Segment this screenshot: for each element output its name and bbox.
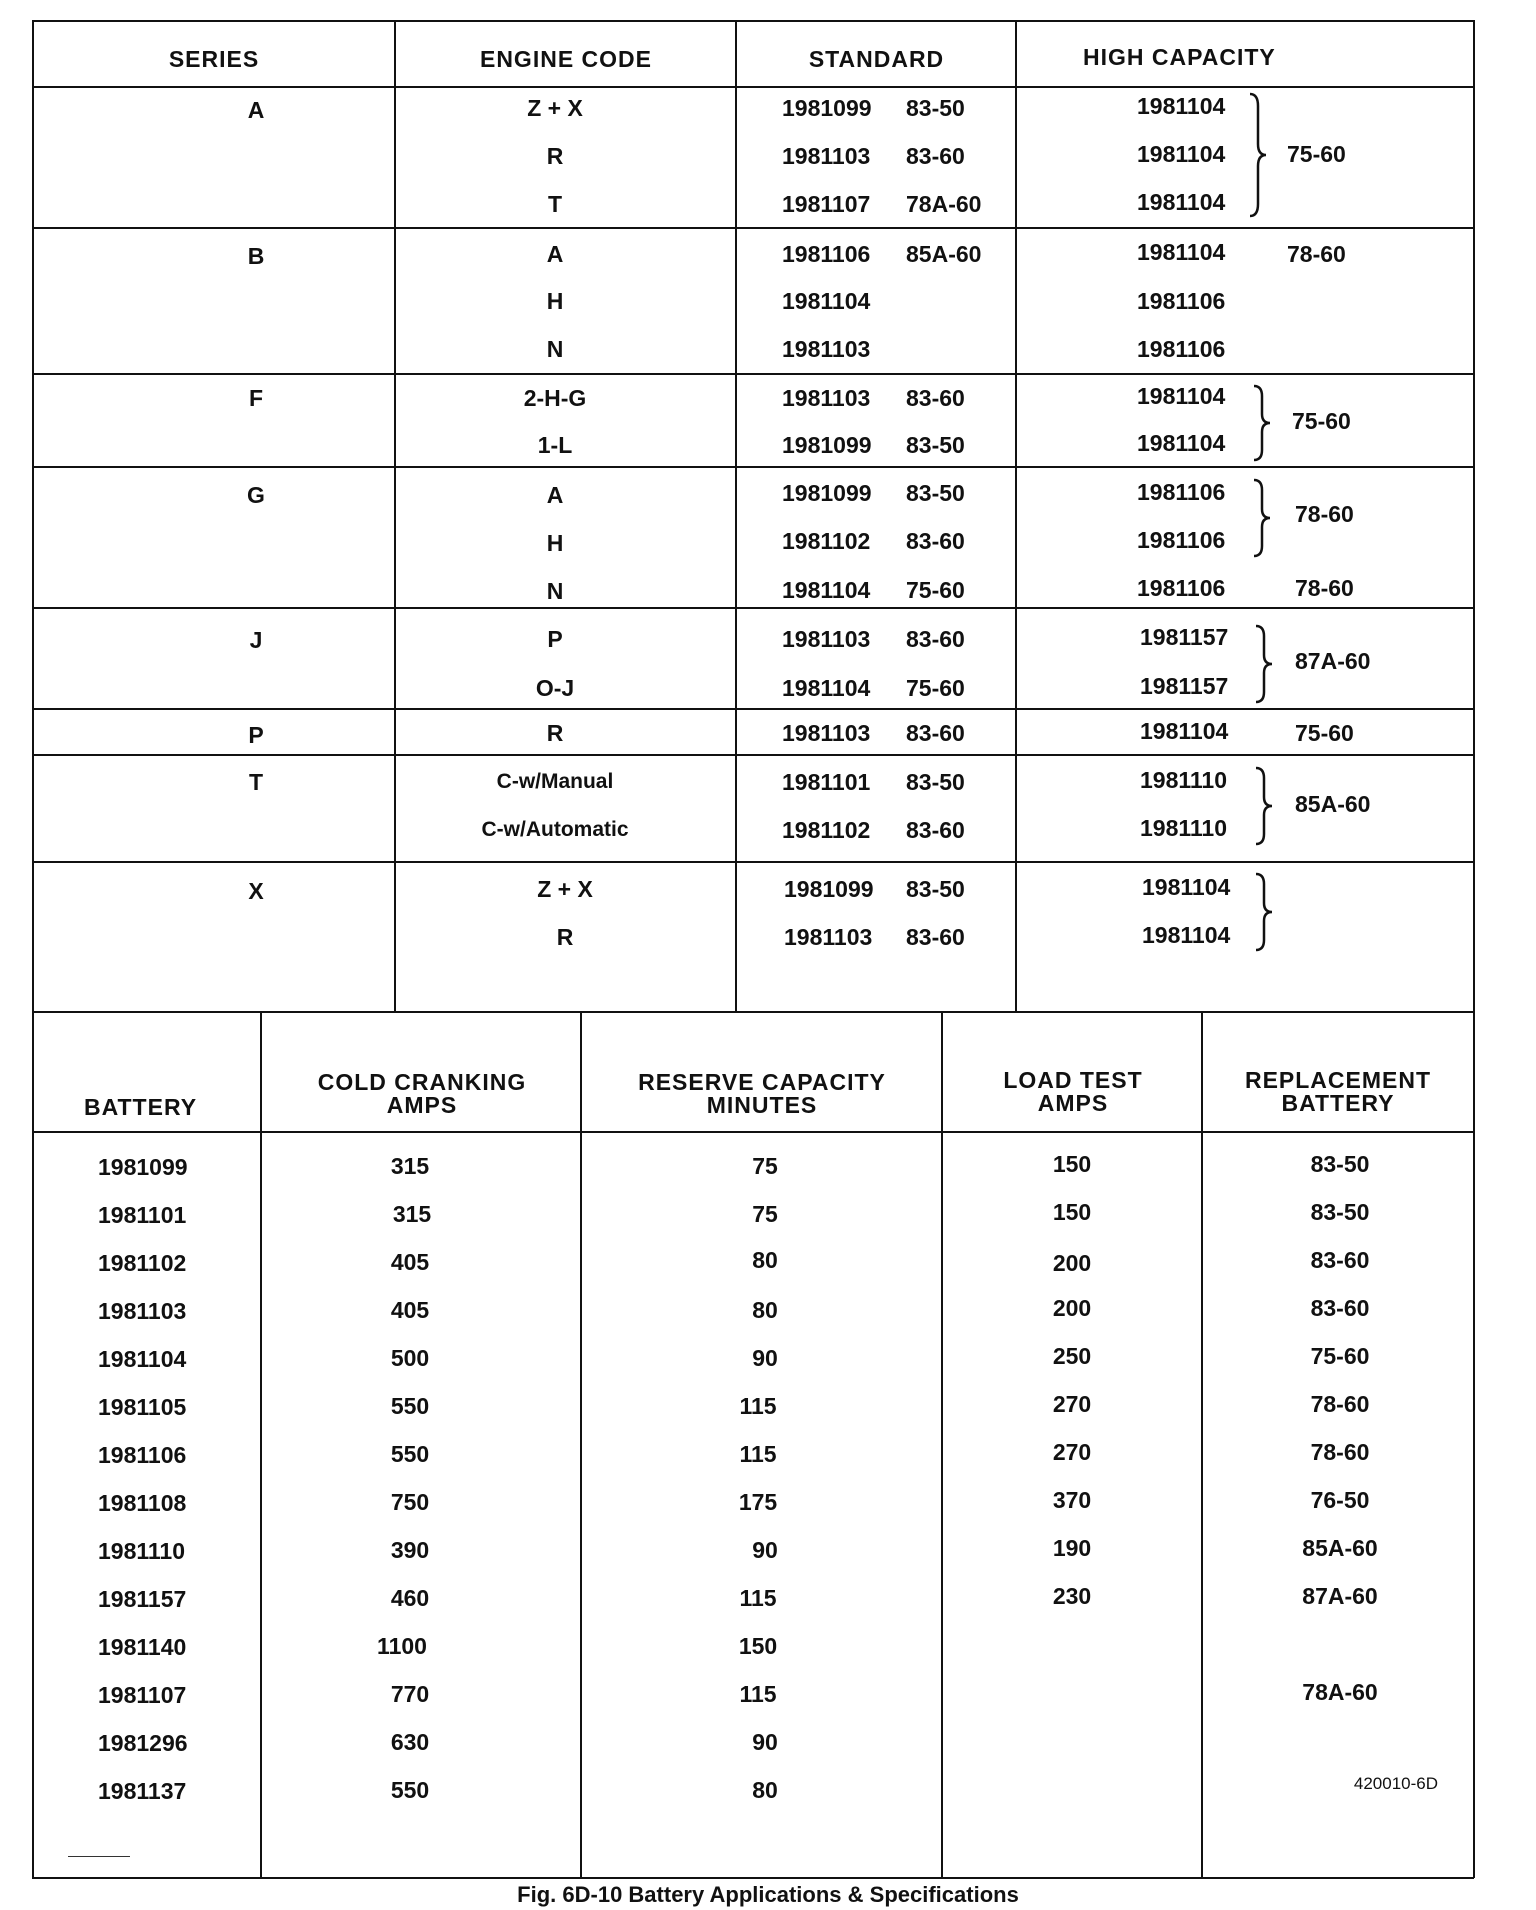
figure-caption: Fig. 6D-10 Battery Applications & Specifications — [517, 1882, 1019, 1907]
cca-value: 405 — [390, 1249, 430, 1275]
load-test-value: 150 — [1052, 1199, 1092, 1225]
engine-code: H — [546, 288, 564, 314]
standard-part-number: 1981103 — [782, 143, 871, 169]
scan-mark — [68, 1856, 130, 1857]
spec-col-divider-4 — [1201, 1012, 1203, 1878]
header-series: SERIES — [168, 46, 260, 72]
high-capacity-part-number: 1981106 — [1137, 288, 1226, 314]
standard-part-number: 1981101 — [782, 769, 871, 795]
engine-code: C-w/Manual — [496, 770, 614, 793]
load-test-value: 200 — [1052, 1250, 1092, 1276]
load-test-value: 250 — [1052, 1343, 1092, 1369]
bracket-brace — [1254, 872, 1280, 952]
high-capacity-replacement: 78-60 — [1295, 575, 1354, 601]
high-capacity-replacement: 78-60 — [1287, 241, 1346, 267]
standard-replacement: 83-50 — [906, 95, 965, 121]
group-divider — [32, 373, 1474, 375]
reserve-value: 80 — [752, 1777, 778, 1803]
standard-replacement: 75-60 — [906, 577, 965, 603]
app-col-divider-2 — [735, 20, 737, 1013]
reserve-value: 75 — [752, 1201, 778, 1227]
standard-part-number: 1981103 — [782, 385, 871, 411]
standard-part-number: 1981103 — [782, 336, 871, 362]
standard-replacement: 75-60 — [906, 675, 965, 701]
header-line: REPLACEMENT — [1244, 1067, 1432, 1093]
spec-header-divider — [32, 1131, 1474, 1133]
bracket-brace — [1254, 624, 1280, 704]
group-divider — [32, 466, 1474, 468]
reserve-value: 175 — [738, 1489, 778, 1515]
table-bottom-border — [32, 1877, 1474, 1879]
series-label: B — [247, 243, 265, 269]
high-capacity-part-number: 1981104 — [1137, 93, 1226, 119]
cca-value: 460 — [390, 1585, 430, 1611]
standard-part-number: 1981104 — [782, 675, 871, 701]
load-test-value: 150 — [1052, 1151, 1092, 1177]
reserve-value: 90 — [752, 1345, 778, 1371]
replacement-value: 76-50 — [1310, 1487, 1370, 1513]
replacement-value: 75-60 — [1310, 1343, 1370, 1369]
cca-value: 550 — [390, 1441, 430, 1467]
series-label: G — [247, 482, 265, 508]
app-header-divider — [32, 86, 1474, 88]
high-capacity-part-number: 1981104 — [1142, 922, 1231, 948]
battery-number: 1981103 — [98, 1298, 187, 1324]
figure-code: 420010-6D — [1353, 1774, 1438, 1793]
battery-number: 1981157 — [98, 1586, 187, 1612]
high-capacity-part-number: 1981110 — [1140, 815, 1228, 841]
series-label: J — [249, 627, 263, 653]
standard-replacement: 83-60 — [906, 817, 965, 843]
app-col-divider-3 — [1015, 20, 1017, 1013]
standard-part-number: 1981104 — [782, 577, 871, 603]
standard-replacement: 83-60 — [906, 385, 965, 411]
high-capacity-part-number: 1981157 — [1140, 624, 1229, 650]
reserve-value: 115 — [739, 1441, 777, 1467]
standard-part-number: 1981102 — [782, 817, 871, 843]
high-capacity-part-number: 1981106 — [1137, 575, 1226, 601]
replacement-value: 83-50 — [1310, 1199, 1370, 1225]
header-line: AMPS — [386, 1092, 458, 1118]
engine-code: T — [547, 191, 563, 217]
battery-number: 1981140 — [98, 1634, 187, 1660]
standard-replacement: 83-60 — [906, 143, 965, 169]
high-capacity-replacement: 75-60 — [1292, 408, 1351, 434]
cca-value: 770 — [390, 1681, 430, 1707]
standard-replacement: 83-50 — [906, 480, 965, 506]
cca-value: 630 — [390, 1729, 430, 1755]
load-test-value: 190 — [1052, 1535, 1092, 1561]
load-test-value: 370 — [1052, 1487, 1092, 1513]
engine-code: A — [546, 241, 564, 267]
load-test-value: 270 — [1052, 1391, 1092, 1417]
engine-code: O-J — [535, 675, 575, 701]
cca-value: 500 — [390, 1345, 430, 1371]
replacement-value: 83-60 — [1310, 1295, 1370, 1321]
reserve-value: 80 — [752, 1247, 778, 1273]
standard-replacement: 83-50 — [906, 769, 965, 795]
header-line: BATTERY — [1281, 1090, 1395, 1116]
series-label: P — [248, 722, 264, 748]
spec-col-divider-1 — [260, 1012, 262, 1878]
engine-code: N — [546, 336, 564, 362]
reserve-value: 115 — [739, 1585, 777, 1611]
cca-value: 315 — [390, 1153, 430, 1179]
battery-number: 1981108 — [98, 1490, 187, 1516]
standard-replacement: 83-60 — [906, 626, 965, 652]
standard-replacement: 83-60 — [906, 528, 965, 554]
high-capacity-replacement: 75-60 — [1287, 141, 1346, 167]
high-capacity-part-number: 1981104 — [1140, 718, 1229, 744]
battery-number: 1981110 — [98, 1538, 186, 1564]
cca-value: 315 — [392, 1201, 432, 1227]
engine-code: Z + X — [537, 876, 593, 902]
bracket-brace — [1248, 92, 1274, 218]
header-line: MINUTES — [706, 1092, 818, 1118]
bracket-brace — [1252, 478, 1278, 558]
header-line: LOAD TEST — [1003, 1067, 1143, 1093]
standard-part-number: 1981102 — [782, 528, 871, 554]
high-capacity-part-number: 1981104 — [1137, 189, 1226, 215]
high-capacity-part-number: 1981157 — [1140, 673, 1229, 699]
replacement-value: 85A-60 — [1302, 1535, 1378, 1561]
reserve-value: 90 — [752, 1537, 778, 1563]
cca-value: 550 — [390, 1393, 430, 1419]
high-capacity-part-number: 1981104 — [1137, 430, 1226, 456]
high-capacity-part-number: 1981110 — [1140, 767, 1228, 793]
standard-part-number: 1981106 — [782, 241, 871, 267]
high-capacity-part-number: 1981106 — [1137, 479, 1226, 505]
standard-part-number: 1981104 — [782, 288, 871, 314]
header-line: COLD CRANKING — [317, 1069, 527, 1095]
header-line: RESERVE CAPACITY — [638, 1069, 886, 1095]
series-label: X — [248, 878, 264, 904]
replacement-value: 83-50 — [1310, 1151, 1370, 1177]
standard-replacement: 83-60 — [906, 720, 965, 746]
engine-code: C-w/Automatic — [481, 818, 629, 841]
header-standard: STANDARD — [808, 46, 945, 72]
standard-replacement: 83-50 — [906, 432, 965, 458]
standard-part-number: 1981099 — [782, 432, 872, 458]
load-test-value: 200 — [1052, 1295, 1092, 1321]
cca-value: 750 — [390, 1489, 430, 1515]
replacement-value: 78-60 — [1310, 1391, 1370, 1417]
high-capacity-part-number: 1981104 — [1137, 383, 1226, 409]
engine-code: R — [546, 720, 564, 746]
battery-number: 1981102 — [98, 1250, 187, 1276]
replacement-value: 87A-60 — [1302, 1583, 1378, 1609]
replacement-value: 78-60 — [1310, 1439, 1370, 1465]
table-left-border — [32, 20, 34, 1878]
standard-part-number: 1981107 — [782, 191, 871, 217]
standard-part-number: 1981103 — [784, 924, 873, 950]
header-line: AMPS — [1037, 1090, 1109, 1116]
bracket-brace — [1254, 766, 1280, 846]
series-label: A — [247, 97, 265, 123]
load-test-value: 270 — [1052, 1439, 1092, 1465]
reserve-value: 115 — [739, 1393, 777, 1419]
reserve-value: 150 — [738, 1633, 778, 1659]
cca-value: 390 — [390, 1537, 430, 1563]
series-label: T — [248, 769, 264, 795]
battery-number: 1981101 — [98, 1202, 187, 1228]
engine-code: A — [546, 482, 564, 508]
battery-number: 1981137 — [98, 1778, 187, 1804]
replacement-value: 78A-60 — [1302, 1679, 1378, 1705]
engine-code: 2-H-G — [523, 385, 587, 411]
battery-number: 1981106 — [98, 1442, 187, 1468]
high-capacity-part-number: 1981106 — [1137, 527, 1226, 553]
header-battery: BATTERY — [84, 1094, 198, 1120]
app-top-border — [32, 20, 1474, 22]
battery-number: 1981296 — [98, 1730, 188, 1756]
spec-col-divider-2 — [580, 1012, 582, 1878]
high-capacity-part-number: 1981104 — [1137, 141, 1226, 167]
bracket-brace — [1252, 384, 1278, 462]
cca-value: 550 — [390, 1777, 430, 1803]
battery-number: 1981104 — [98, 1346, 187, 1372]
header-engine-code: ENGINE CODE — [479, 46, 653, 72]
series-label: F — [248, 385, 264, 411]
engine-code: R — [556, 924, 574, 950]
app-col-divider-1 — [394, 20, 396, 1013]
engine-code: P — [547, 626, 563, 652]
reserve-value: 115 — [739, 1681, 777, 1707]
cca-value: 405 — [390, 1297, 430, 1323]
standard-part-number: 1981099 — [782, 95, 872, 121]
group-divider — [32, 861, 1474, 863]
high-capacity-part-number: 1981104 — [1142, 874, 1231, 900]
battery-number: 1981105 — [98, 1394, 187, 1420]
standard-replacement: 78A-60 — [906, 191, 982, 217]
standard-part-number: 1981099 — [782, 480, 872, 506]
spec-col-divider-3 — [941, 1012, 943, 1878]
high-capacity-replacement: 87A-60 — [1295, 648, 1371, 674]
table-right-border — [1473, 20, 1475, 1878]
battery-number: 1981099 — [98, 1154, 188, 1180]
engine-code: 1-L — [537, 432, 573, 458]
load-test-value: 230 — [1052, 1583, 1092, 1609]
high-capacity-part-number: 1981104 — [1137, 239, 1226, 265]
battery-number: 1981107 — [98, 1682, 187, 1708]
reserve-value: 90 — [752, 1729, 778, 1755]
standard-replacement: 83-50 — [906, 876, 965, 902]
group-divider — [32, 754, 1474, 756]
standard-replacement: 85A-60 — [906, 241, 982, 267]
engine-code: Z + X — [527, 95, 583, 121]
group-divider — [32, 227, 1474, 229]
engine-code: H — [546, 530, 564, 556]
standard-part-number: 1981103 — [782, 720, 871, 746]
header-high-capacity: HIGH CAPACITY — [1083, 44, 1276, 70]
group-divider — [32, 607, 1474, 609]
high-capacity-replacement: 85A-60 — [1295, 791, 1371, 817]
engine-code: R — [546, 143, 564, 169]
tables-divider — [32, 1011, 1474, 1013]
cca-value: 1100 — [377, 1633, 427, 1659]
standard-part-number: 1981099 — [784, 876, 874, 902]
high-capacity-replacement: 78-60 — [1295, 501, 1354, 527]
engine-code: N — [546, 578, 564, 604]
high-capacity-replacement: 75-60 — [1295, 720, 1354, 746]
group-divider — [32, 708, 1474, 710]
reserve-value: 80 — [752, 1297, 778, 1323]
reserve-value: 75 — [752, 1153, 778, 1179]
standard-replacement: 83-60 — [906, 924, 965, 950]
replacement-value: 83-60 — [1310, 1247, 1370, 1273]
high-capacity-part-number: 1981106 — [1137, 336, 1226, 362]
standard-part-number: 1981103 — [782, 626, 871, 652]
